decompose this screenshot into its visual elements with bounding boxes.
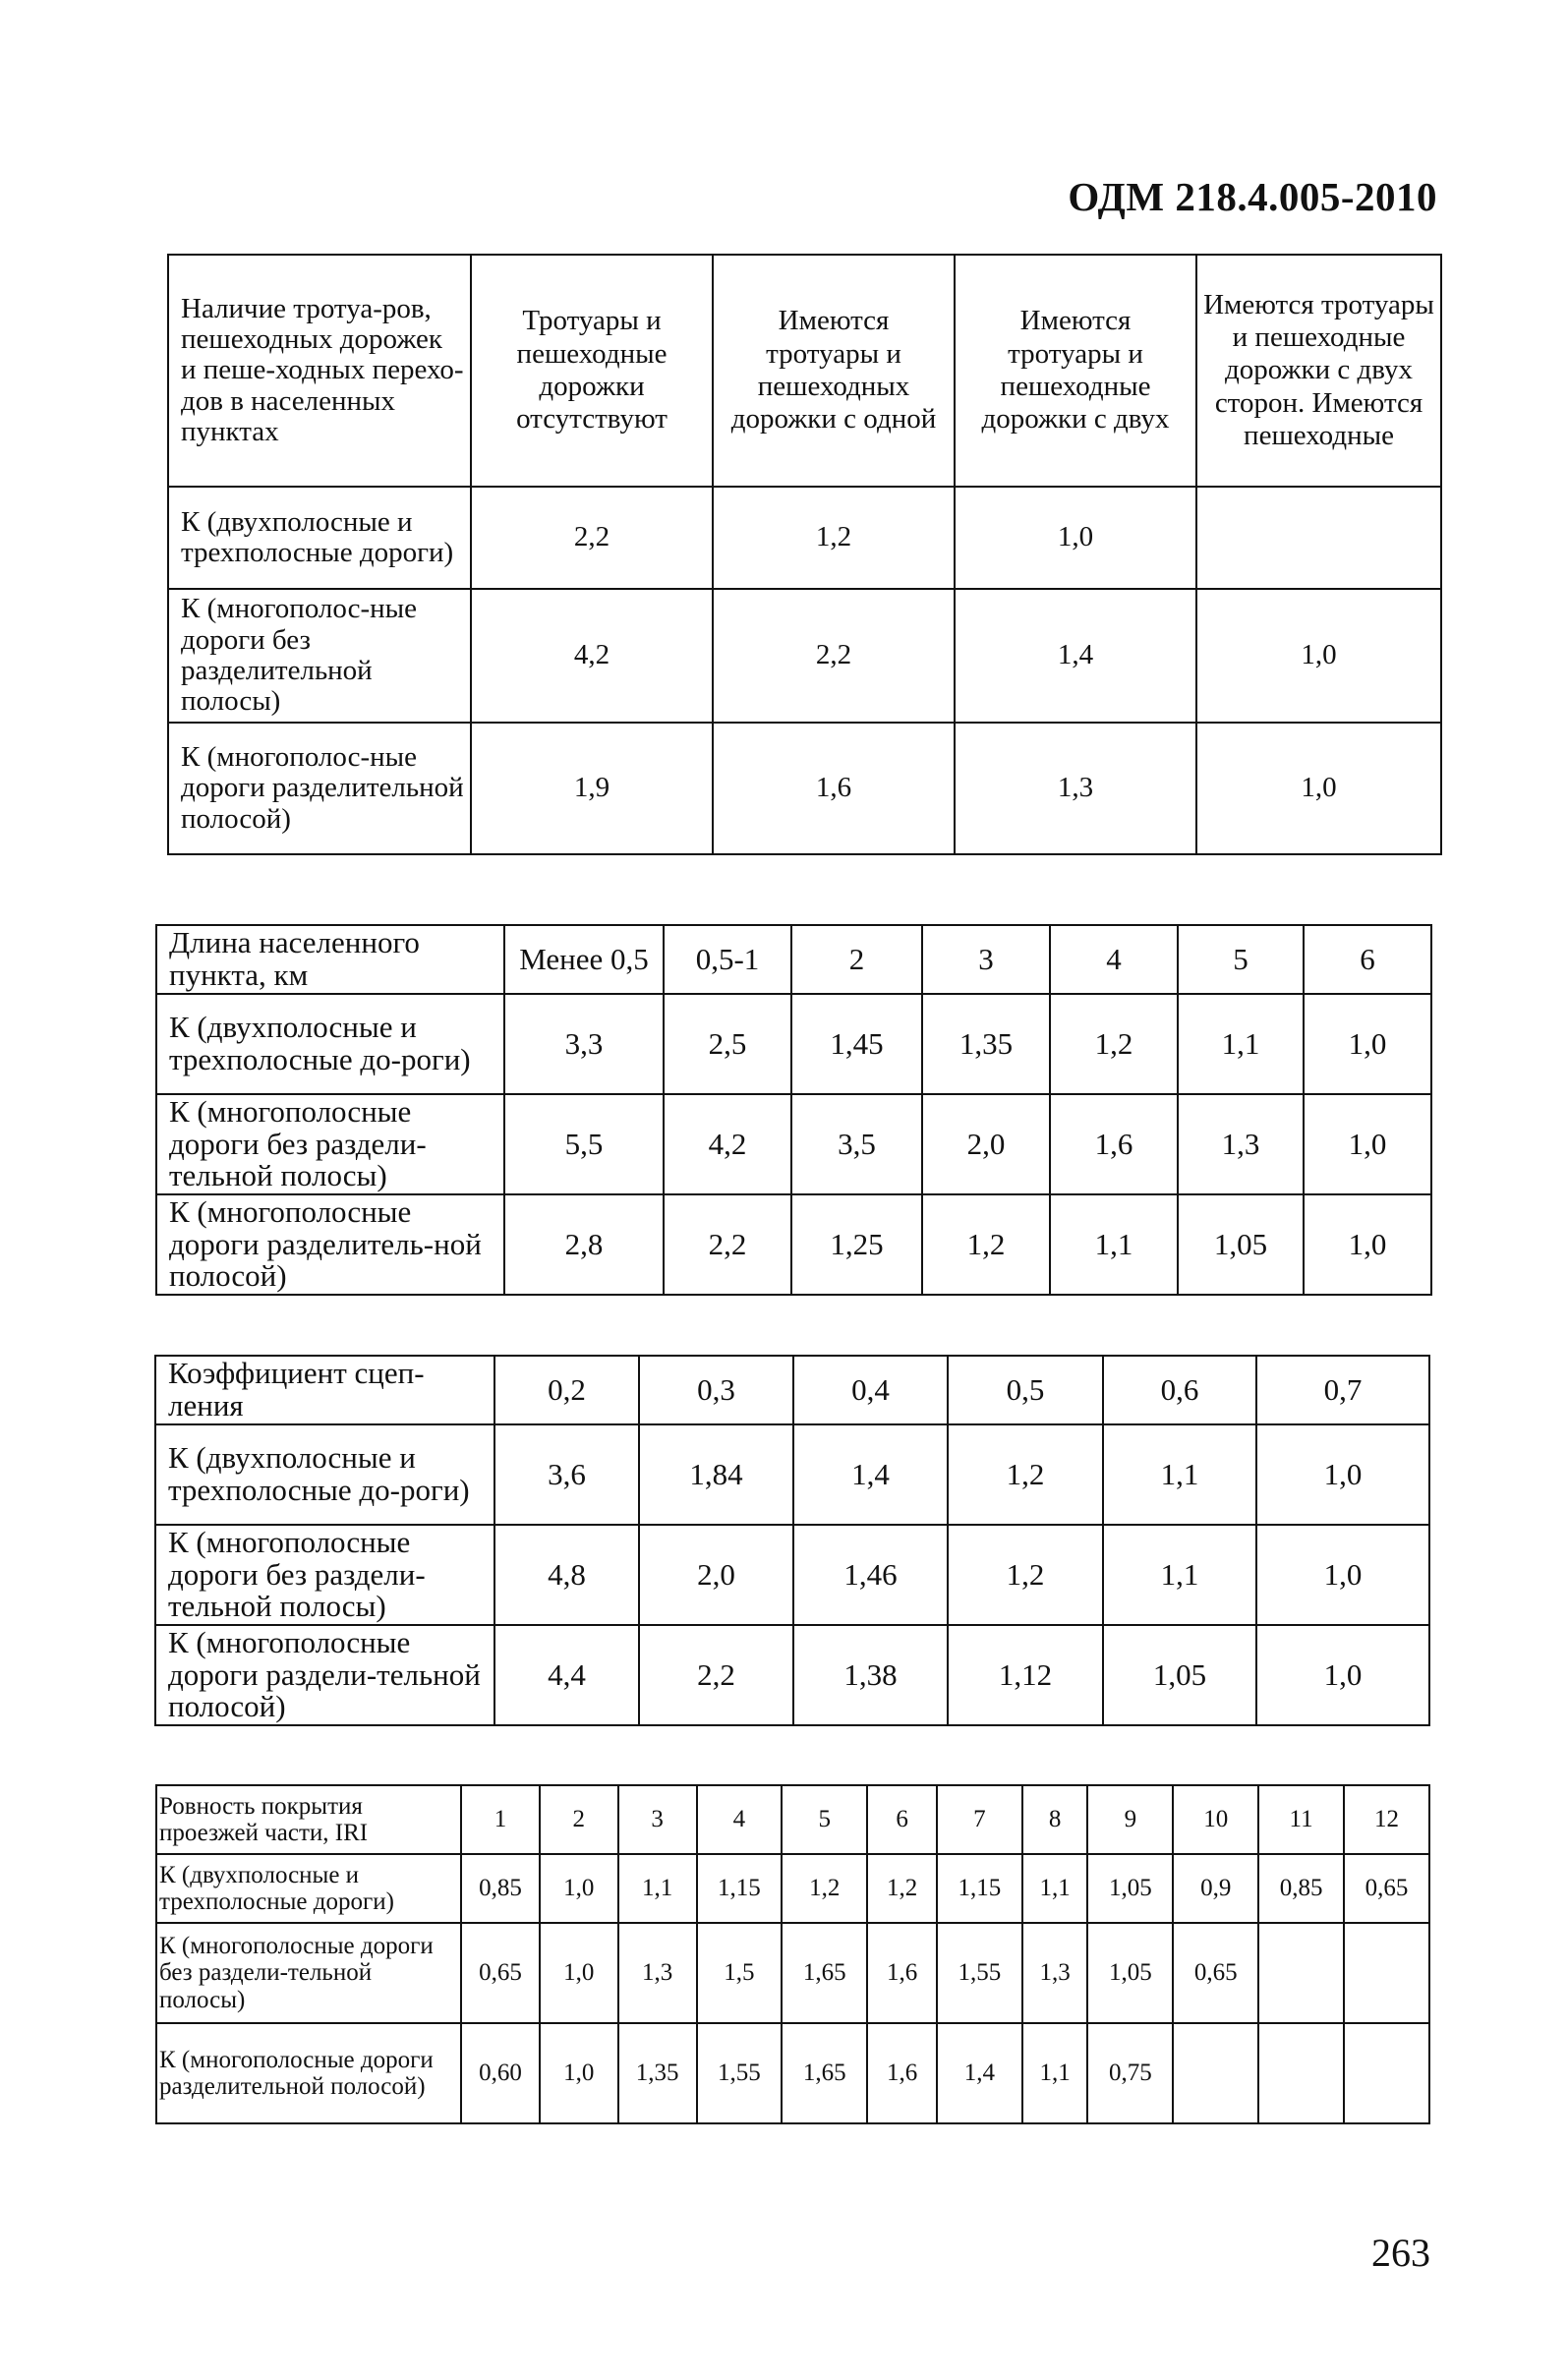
row-label: К (двухполосные и трехполосные до-роги) <box>155 1424 494 1525</box>
row-label: К (двухполосные и трехполосные дороги) <box>156 1854 461 1923</box>
table-header-cell: 6 <box>867 1785 937 1854</box>
table-header-cell: Тротуары и пешеходные дорожки отсутствуют <box>471 255 713 487</box>
table-cell: 1,0 <box>1256 1424 1429 1525</box>
table-cell: 0,85 <box>461 1854 540 1923</box>
table-row <box>156 1094 1431 1194</box>
table-cell <box>1344 1923 1429 2023</box>
table-cell: 1,05 <box>1087 1923 1173 2023</box>
table-cell: 2,0 <box>639 1525 793 1625</box>
table-header-cell: 3 <box>922 925 1050 994</box>
table-cell: 1,55 <box>937 1923 1022 2023</box>
table-cell: 1,4 <box>793 1424 948 1525</box>
table-cell: 1,15 <box>937 1854 1022 1923</box>
table-header-cell: 1 <box>461 1785 540 1854</box>
table-header-cell: Имеются тротуары и пешеходные дорожки с двух сторон. Имеются пешеходные <box>1196 255 1441 487</box>
table-cell: 0,85 <box>1258 1854 1344 1923</box>
table-cell: 1,65 <box>782 1923 867 2023</box>
table-cell: 1,3 <box>1022 1923 1088 2023</box>
table-header-cell: 0,5-1 <box>664 925 791 994</box>
table-header-cell: 8 <box>1022 1785 1088 1854</box>
table-header-cell: 0,7 <box>1256 1356 1429 1424</box>
table-cell: 3,5 <box>791 1094 922 1194</box>
settlement-length-table <box>155 924 1432 1296</box>
table-header-cell: 12 <box>1344 1785 1429 1854</box>
table-cell: 1,1 <box>1103 1424 1256 1525</box>
table-cell: 1,84 <box>639 1424 793 1525</box>
table-header-cell: 2 <box>540 1785 618 1854</box>
table-header-cell: Имеются тротуары и пешеходных дорожки с одной <box>713 255 955 487</box>
row-label: К (двухполосные и трехполосные дороги) <box>168 487 471 589</box>
row-label: К (многополосные дороги раздели-тельной полосой) <box>155 1625 494 1725</box>
table-row <box>155 1424 1429 1525</box>
table-cell: 1,2 <box>782 1854 867 1923</box>
table-header-cell: Менее 0,5 <box>504 925 664 994</box>
table-cell: 1,3 <box>955 723 1196 854</box>
table-header-cell: Имеются тротуары и пешеходные дорожки с двух <box>955 255 1196 487</box>
table-cell: 0,75 <box>1087 2023 1173 2123</box>
table-cell: 0,60 <box>461 2023 540 2123</box>
table-header-cell: 9 <box>1087 1785 1173 1854</box>
table-header-cell: 4 <box>697 1785 783 1854</box>
table-row <box>155 1525 1429 1625</box>
row-label: К (многополосные дороги без раздели-тельной полосы) <box>155 1525 494 1625</box>
row-label: К (многополосные дороги разделитель-ной полосой) <box>156 1194 504 1295</box>
table-cell: 1,2 <box>922 1194 1050 1295</box>
table-header-cell: 3 <box>618 1785 697 1854</box>
table-cell: 1,35 <box>922 994 1050 1094</box>
table-cell: 2,5 <box>664 994 791 1094</box>
table-cell: 1,2 <box>948 1424 1103 1525</box>
table-row <box>168 723 1441 854</box>
table-cell: 1,1 <box>1178 994 1304 1094</box>
row-label: К (многополос-ные дороги без разделительной полосы) <box>168 589 471 723</box>
table-header-cell: Длина населенного пункта, км <box>156 925 504 994</box>
table-cell <box>1258 1923 1344 2023</box>
table-cell: 1,0 <box>1304 994 1431 1094</box>
table-cell: 1,0 <box>1196 723 1441 854</box>
table-header-row <box>156 925 1431 994</box>
page-number: 263 <box>1371 2231 1430 2275</box>
table-header-cell: 10 <box>1173 1785 1258 1854</box>
table-cell: 4,2 <box>471 589 713 723</box>
table-cell: 1,1 <box>618 1854 697 1923</box>
table-cell: 1,6 <box>713 723 955 854</box>
table-cell: 4,2 <box>664 1094 791 1194</box>
table-cell: 0,65 <box>1344 1854 1429 1923</box>
table-cell: 0,65 <box>461 1923 540 2023</box>
table-cell: 2,0 <box>922 1094 1050 1194</box>
table-cell: 1,0 <box>540 1854 618 1923</box>
table-header-cell: 5 <box>1178 925 1304 994</box>
row-label: К (многополосные дороги без раздели-тельной полосы) <box>156 1923 461 2023</box>
table-cell: 0,65 <box>1173 1923 1258 2023</box>
table-row <box>156 1194 1431 1295</box>
table-header-cell: 0,5 <box>948 1356 1103 1424</box>
table-cell: 1,6 <box>1050 1094 1178 1194</box>
table-cell: 1,15 <box>697 1854 783 1923</box>
table-cell: 1,5 <box>697 1923 783 2023</box>
table-cell: 2,2 <box>471 487 713 589</box>
table-row <box>168 589 1441 723</box>
table-cell: 1,2 <box>713 487 955 589</box>
table-cell <box>1173 2023 1258 2123</box>
table-header-cell: 0,3 <box>639 1356 793 1424</box>
table-cell: 1,38 <box>793 1625 948 1725</box>
table-header-cell: 0,4 <box>793 1356 948 1424</box>
table-cell: 3,3 <box>504 994 664 1094</box>
table-cell: 4,4 <box>494 1625 639 1725</box>
table-header-cell: 11 <box>1258 1785 1344 1854</box>
adhesion-coefficient-table <box>154 1355 1430 1726</box>
table-cell: 1,1 <box>1022 2023 1088 2123</box>
table-cell: 1,1 <box>1050 1194 1178 1295</box>
table-cell: 1,05 <box>1103 1625 1256 1725</box>
table-row <box>156 994 1431 1094</box>
table-cell: 1,0 <box>540 1923 618 2023</box>
table-cell: 3,6 <box>494 1424 639 1525</box>
table-row <box>156 2023 1429 2123</box>
table-cell: 1,0 <box>955 487 1196 589</box>
table-cell: 1,0 <box>1304 1094 1431 1194</box>
table-header-cell: Наличие тротуа-ров, пешеходных дорожек и пеше-ходных перехо-дов в населенных пунктах <box>168 255 471 487</box>
table-header-cell: Ровность покрытия проезжей части, IRI <box>156 1785 461 1854</box>
table-cell: 1,9 <box>471 723 713 854</box>
table-cell: 1,6 <box>867 2023 937 2123</box>
table-cell: 1,0 <box>1256 1625 1429 1725</box>
table-cell: 5,5 <box>504 1094 664 1194</box>
table-cell: 1,0 <box>1304 1194 1431 1295</box>
table-cell: 0,9 <box>1173 1854 1258 1923</box>
row-label: К (многополосные дороги без раздели-тельной полосы) <box>156 1094 504 1194</box>
table-cell: 1,1 <box>1022 1854 1088 1923</box>
table-row <box>168 487 1441 589</box>
table-cell: 1,65 <box>782 2023 867 2123</box>
table-cell: 1,35 <box>618 2023 697 2123</box>
table-cell: 2,2 <box>639 1625 793 1725</box>
table-cell: 1,12 <box>948 1625 1103 1725</box>
table-cell: 2,8 <box>504 1194 664 1295</box>
table-cell: 1,55 <box>697 2023 783 2123</box>
table-cell: 4,8 <box>494 1525 639 1625</box>
sidewalks-coefficient-table <box>167 254 1442 855</box>
table-header-cell: 5 <box>782 1785 867 1854</box>
table-header-cell: 7 <box>937 1785 1022 1854</box>
table-cell: 1,3 <box>618 1923 697 2023</box>
table-cell: 1,46 <box>793 1525 948 1625</box>
table-cell: 1,05 <box>1178 1194 1304 1295</box>
table-cell: 1,25 <box>791 1194 922 1295</box>
table-row <box>156 1854 1429 1923</box>
table-header-row <box>155 1356 1429 1424</box>
row-label: К (многополос-ные дороги разделительной полосой) <box>168 723 471 854</box>
table-cell: 1,6 <box>867 1923 937 2023</box>
table-cell: 1,4 <box>937 2023 1022 2123</box>
table-header-cell: 6 <box>1304 925 1431 994</box>
table-header-row <box>156 1785 1429 1854</box>
table-header-cell: Коэффициент сцеп-ления <box>155 1356 494 1424</box>
road-evenness-table <box>155 1784 1430 2124</box>
table-cell <box>1196 487 1441 589</box>
table-row <box>155 1625 1429 1725</box>
table-cell: 1,05 <box>1087 1854 1173 1923</box>
table-cell: 1,0 <box>1196 589 1441 723</box>
document-code: ОДМ 218.4.005-2010 <box>1068 174 1437 219</box>
table-cell: 1,0 <box>540 2023 618 2123</box>
table-cell: 1,2 <box>1050 994 1178 1094</box>
row-label: К (многополосные дороги разделительной полосой) <box>156 2023 461 2123</box>
table-cell <box>1344 2023 1429 2123</box>
table-cell: 1,2 <box>867 1854 937 1923</box>
table-cell: 1,4 <box>955 589 1196 723</box>
table-header-cell: 4 <box>1050 925 1178 994</box>
table-cell: 1,45 <box>791 994 922 1094</box>
table-cell: 1,1 <box>1103 1525 1256 1625</box>
table-header-row <box>168 255 1441 487</box>
table-header-cell: 0,6 <box>1103 1356 1256 1424</box>
table-cell: 1,0 <box>1256 1525 1429 1625</box>
table-header-cell: 0,2 <box>494 1356 639 1424</box>
table-cell: 1,3 <box>1178 1094 1304 1194</box>
table-cell: 2,2 <box>713 589 955 723</box>
row-label: К (двухполосные и трехполосные до-роги) <box>156 994 504 1094</box>
table-cell <box>1258 2023 1344 2123</box>
table-row <box>156 1923 1429 2023</box>
table-header-cell: 2 <box>791 925 922 994</box>
table-cell: 1,2 <box>948 1525 1103 1625</box>
table-cell: 2,2 <box>664 1194 791 1295</box>
